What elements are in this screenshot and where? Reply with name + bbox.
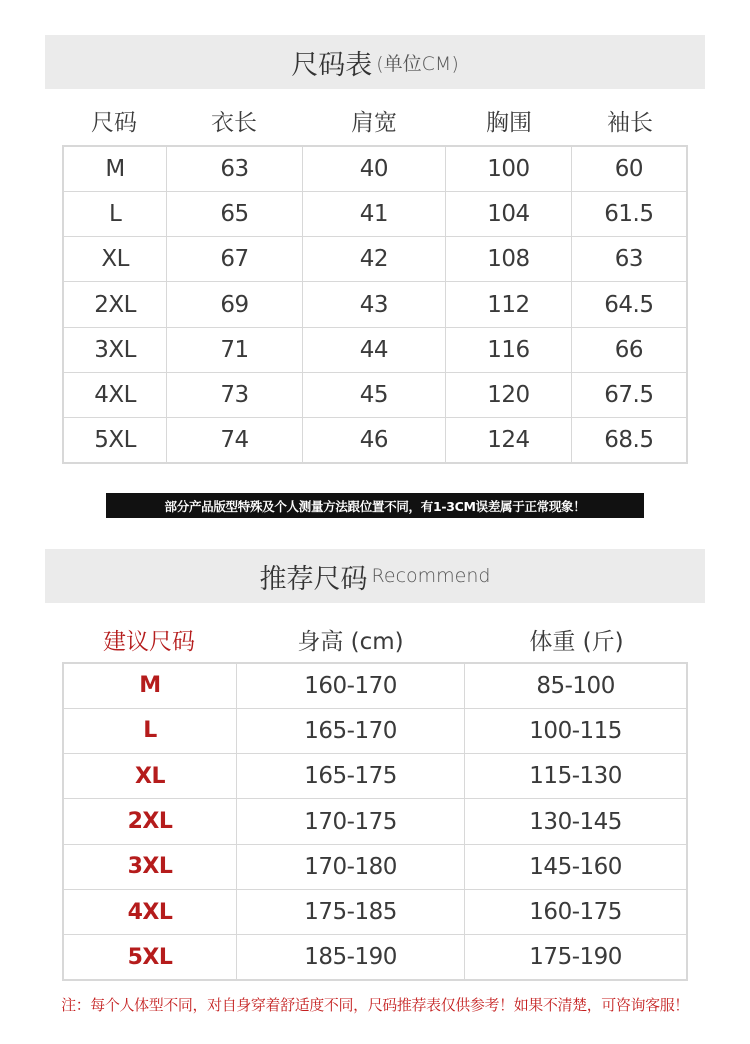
table-cell: 120 [446, 372, 572, 417]
size-label-cell: M [63, 146, 167, 191]
table-row [63, 935, 687, 980]
table-cell: 100-115 [465, 708, 687, 753]
table-cell: 74 [167, 418, 303, 463]
table-cell: 41 [302, 191, 445, 236]
table-cell: 67 [167, 237, 303, 282]
table-cell: 175-190 [465, 935, 687, 980]
table-cell: 64.5 [571, 282, 687, 327]
size-chart-unit: (单位CM) [376, 52, 459, 75]
footer-note: 注：每个人体型不同，对自身穿着舒适度不同，尺码推荐表仅供参考！如果不清楚，可咨询客服！ [61, 996, 689, 1014]
header-size: 尺码 [91, 109, 137, 136]
table-cell: 63 [167, 146, 303, 191]
header-shoulder: 肩宽 [351, 109, 397, 136]
size-label-cell: XL [63, 754, 236, 799]
size-label-cell: 4XL [63, 372, 167, 417]
size-label-cell: 3XL [63, 844, 236, 889]
table-row [63, 799, 687, 844]
table-cell: 100 [446, 146, 572, 191]
table-cell: 71 [167, 327, 303, 372]
table-cell: 63 [571, 237, 687, 282]
table-cell: 124 [446, 418, 572, 463]
header-weight: 体重 (斤) [529, 628, 624, 655]
table-cell: 43 [302, 282, 445, 327]
size-chart-table [62, 145, 688, 464]
table-row [63, 844, 687, 889]
recommend-banner [45, 549, 705, 603]
table-cell: 108 [446, 237, 572, 282]
table-cell: 65 [167, 191, 303, 236]
measurement-note: 部分产品版型特殊及个人测量方法跟位置不同，有1-3CM误差属于正常现象！ [106, 493, 644, 518]
recommend-table [62, 662, 688, 981]
recommend-header-row [62, 617, 688, 661]
table-cell: 44 [302, 327, 445, 372]
recommend-subtitle: Recommend [371, 565, 491, 587]
table-cell: 40 [302, 146, 445, 191]
size-label-cell: 3XL [63, 327, 167, 372]
table-cell: 104 [446, 191, 572, 236]
size-chart-title: 尺码表 [291, 49, 373, 81]
table-cell: 68.5 [571, 418, 687, 463]
table-cell: 115-130 [465, 754, 687, 799]
table-cell: 42 [302, 237, 445, 282]
table-row [63, 708, 687, 753]
header-sleeve: 袖长 [607, 109, 653, 136]
size-label-cell: 2XL [63, 799, 236, 844]
table-row [63, 191, 687, 236]
size-label-cell: 4XL [63, 889, 236, 934]
table-cell: 45 [302, 372, 445, 417]
table-cell: 130-145 [465, 799, 687, 844]
table-cell: 85-100 [465, 663, 687, 708]
table-row [63, 237, 687, 282]
table-cell: 66 [571, 327, 687, 372]
size-chart-header-row [62, 97, 688, 143]
table-cell: 60 [571, 146, 687, 191]
size-label-cell: L [63, 191, 167, 236]
size-label-cell: XL [63, 237, 167, 282]
table-cell: 145-160 [465, 844, 687, 889]
table-cell: 112 [446, 282, 572, 327]
header-suggested-size: 建议尺码 [103, 628, 195, 655]
table-cell: 67.5 [571, 372, 687, 417]
table-cell: 175-185 [236, 889, 464, 934]
table-row [63, 889, 687, 934]
table-cell: 116 [446, 327, 572, 372]
table-cell: 160-170 [236, 663, 464, 708]
table-cell: 165-170 [236, 708, 464, 753]
header-chest: 胸围 [486, 109, 532, 136]
table-cell: 170-180 [236, 844, 464, 889]
table-cell: 185-190 [236, 935, 464, 980]
size-label-cell: 2XL [63, 282, 167, 327]
header-length: 衣长 [211, 109, 257, 136]
table-row [63, 327, 687, 372]
table-cell: 170-175 [236, 799, 464, 844]
table-cell: 160-175 [465, 889, 687, 934]
table-cell: 73 [167, 372, 303, 417]
table-row [63, 663, 687, 708]
size-label-cell: L [63, 708, 236, 753]
table-row [63, 146, 687, 191]
table-cell: 165-175 [236, 754, 464, 799]
table-cell: 61.5 [571, 191, 687, 236]
table-row [63, 372, 687, 417]
table-row [63, 282, 687, 327]
size-chart-banner [45, 35, 705, 89]
size-label-cell: 5XL [63, 418, 167, 463]
recommend-title: 推荐尺码 [259, 563, 368, 595]
table-row [63, 418, 687, 463]
size-label-cell: 5XL [63, 935, 236, 980]
header-height: 身高 (cm) [297, 628, 404, 655]
table-cell: 46 [302, 418, 445, 463]
table-cell: 69 [167, 282, 303, 327]
table-row [63, 754, 687, 799]
size-label-cell: M [63, 663, 236, 708]
